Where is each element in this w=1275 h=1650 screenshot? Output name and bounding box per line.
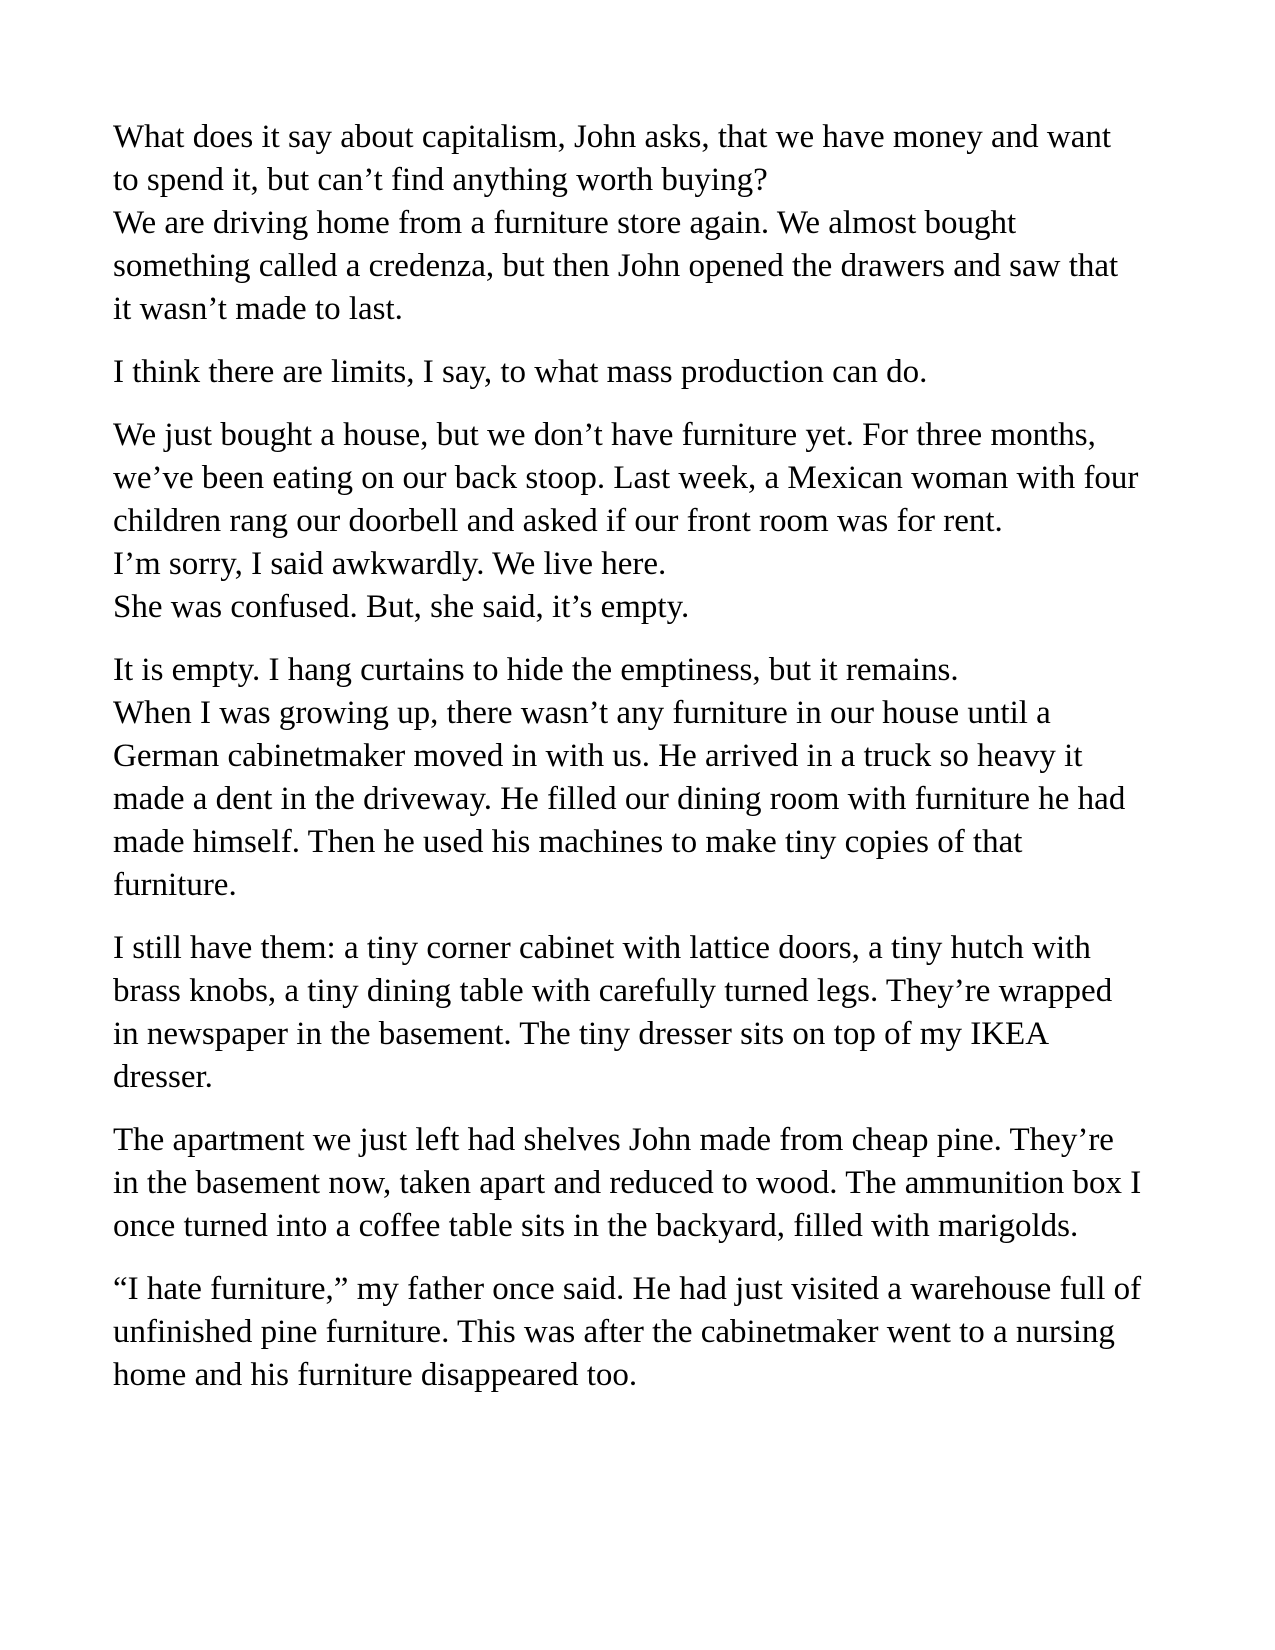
text-line: it wasn’t made to last. — [113, 291, 403, 327]
text-line: in newspaper in the basement. The tiny dresser sits on top of my IKEA — [113, 1016, 1050, 1052]
text-line: something called a credenza, but then John opened the drawers and saw that — [113, 248, 1119, 284]
text-line: She was confused. But, she said, it’s empty. — [113, 589, 690, 625]
paragraph — [113, 927, 1243, 1099]
text-line: furniture. — [113, 867, 237, 903]
paragraph — [113, 649, 1243, 907]
text-line: once turned into a coffee table sits in the backyard, filled with marigolds. — [113, 1208, 1079, 1244]
paragraph — [113, 1119, 1243, 1248]
text-line: What does it say about capitalism, John asks, that we have money and want — [113, 119, 1112, 155]
text-line: to spend it, but can’t find anything worth buying? — [113, 162, 768, 198]
paragraph — [113, 351, 1243, 394]
text-line: It is empty. I hang curtains to hide the emptiness, but it remains. — [113, 652, 959, 688]
text-line: we’ve been eating on our back stoop. Last week, a Mexican woman with four — [113, 460, 1139, 496]
text-line: made a dent in the driveway. He filled our dining room with furniture he had — [113, 781, 1126, 817]
text-line: German cabinetmaker moved in with us. He arrived in a truck so heavy it — [113, 738, 1083, 774]
text-line: I still have them: a tiny corner cabinet with lattice doors, a tiny hutch with — [113, 930, 1091, 966]
text-line: made himself. Then he used his machines to make tiny copies of that — [113, 824, 1023, 860]
document-body — [113, 116, 1243, 1417]
text-line: brass knobs, a tiny dining table with carefully turned legs. They’re wrapped — [113, 973, 1113, 1009]
paragraph — [113, 1268, 1243, 1397]
text-line: “I hate furniture,” my father once said. He had just visited a warehouse full of — [113, 1271, 1142, 1307]
text-line: home and his furniture disappeared too. — [113, 1357, 638, 1393]
text-line: We just bought a house, but we don’t have furniture yet. For three months, — [113, 417, 1096, 453]
paragraph — [113, 414, 1243, 629]
text-line: I’m sorry, I said awkwardly. We live here. — [113, 546, 667, 582]
text-line: I think there are limits, I say, to what mass production can do. — [113, 354, 928, 390]
text-line: The apartment we just left had shelves John made from cheap pine. They’re — [113, 1122, 1114, 1158]
text-line: When I was growing up, there wasn’t any furniture in our house until a — [113, 695, 1051, 731]
text-line: We are driving home from a furniture store again. We almost bought — [113, 205, 1017, 241]
text-line: in the basement now, taken apart and reduced to wood. The ammunition box I — [113, 1165, 1142, 1201]
text-line: unfinished pine furniture. This was after the cabinetmaker went to a nursing — [113, 1314, 1115, 1350]
text-line: dresser. — [113, 1059, 213, 1095]
text-line: children rang our doorbell and asked if our front room was for rent. — [113, 503, 1003, 539]
paragraph — [113, 116, 1243, 331]
